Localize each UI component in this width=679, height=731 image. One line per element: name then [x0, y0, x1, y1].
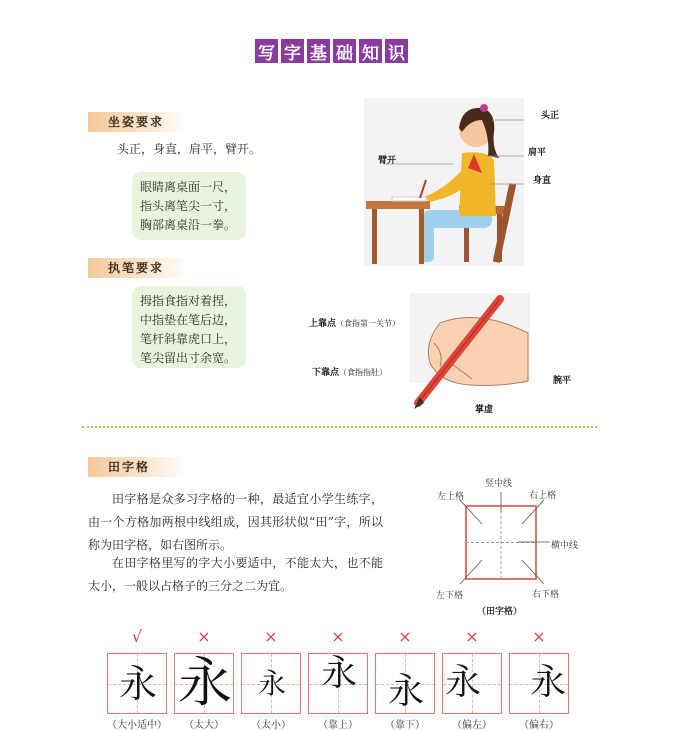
- pen-holding-illustration: [410, 293, 530, 413]
- pointer: [460, 560, 482, 584]
- title-char: 写: [255, 39, 278, 63]
- mark-wrong: ×: [197, 627, 211, 646]
- label-bottom-left: 左下格: [436, 591, 464, 601]
- sitting-posture-illustration: [364, 98, 524, 266]
- desk-leg: [419, 209, 424, 264]
- cell-caption: （偏右）: [519, 720, 559, 731]
- cell-caption: （偏左）: [452, 720, 492, 731]
- grid-paragraph-1: 田字格是众多习字格的一种，最适宜小学生练字，由一个方格加两根中线组成，因其形状似“田”字，所以称为田字格，如右图所示。: [88, 492, 383, 552]
- practice-char: 永: [178, 651, 232, 714]
- label-upper-point: 上靠点（食指第一关节）: [309, 319, 401, 329]
- practice-char: 永: [258, 667, 287, 700]
- practice-char: 永: [445, 662, 482, 703]
- label-bottom-right: 右下格: [532, 590, 560, 600]
- desk-top: [366, 201, 430, 209]
- title-char: 知: [359, 39, 382, 63]
- label-palm: 掌虚: [475, 405, 494, 415]
- hair-tie: [480, 104, 488, 112]
- mark-wrong: ×: [264, 627, 278, 646]
- rhyme-line: 拇指食指对着捏，: [140, 294, 237, 308]
- label-horizontal-midline: 横中线: [551, 541, 579, 551]
- label-lower-point: 下靠点（食指指肚）: [312, 368, 388, 378]
- sitting-summary: 头正，身直，肩平，臂开。: [117, 142, 262, 156]
- label-shoulder: 肩平: [528, 148, 547, 158]
- label-wrist: 腕平: [553, 376, 572, 386]
- holding-rhyme-box: [132, 286, 246, 368]
- mark-correct: √: [131, 627, 143, 646]
- section-divider: [82, 426, 597, 428]
- title-char: 识: [385, 39, 408, 63]
- cell-caption: （靠下）: [385, 720, 425, 731]
- cell-caption: （大小适中）: [107, 720, 167, 731]
- sitting-rhyme-box: [132, 172, 246, 240]
- practice-char: 永: [119, 662, 158, 706]
- grid-section-label: 田字格: [88, 457, 188, 477]
- label-top-right: 右上格: [529, 491, 557, 501]
- practice-cell-too-small: [241, 653, 301, 714]
- practice-char: 永: [530, 662, 567, 703]
- label-vertical-midline: 竖中线: [485, 479, 513, 489]
- label-arm: 臂开: [378, 156, 397, 166]
- desk-leg: [372, 209, 377, 264]
- practice-cell-just-right: [107, 653, 167, 714]
- rhyme-line: 胸部离桌沿一拳。: [140, 218, 237, 232]
- pointer: [522, 500, 544, 524]
- sitting-section-label: 坐姿要求: [88, 112, 188, 132]
- chair-leg: [497, 214, 502, 262]
- grid-paragraph-2: 在田字格里写的字大小要适中，不能太大，也不能太小，一般以占格子的三分之二为宜。: [88, 556, 383, 593]
- mark-wrong: ×: [331, 627, 345, 646]
- rhyme-line: 指头离笔尖一寸，: [140, 199, 237, 213]
- rhyme-line: 笔杆斜靠虎口上，: [140, 332, 237, 346]
- cell-caption: （太小）: [251, 720, 291, 731]
- holding-section-label: 执笔要求: [88, 258, 188, 278]
- practice-char: 永: [321, 653, 358, 694]
- practice-cell-too-big: [174, 653, 234, 714]
- title-char: 字: [281, 39, 304, 63]
- page-title: [255, 39, 408, 63]
- rhyme-line: 眼睛离桌面一尺，: [140, 180, 237, 194]
- practice-cell-too-left: [442, 653, 502, 714]
- cell-caption: （太大）: [184, 720, 224, 731]
- cell-caption: （靠上）: [318, 720, 358, 731]
- pointer: [460, 500, 482, 524]
- practice-cell-too-right: [509, 653, 569, 714]
- rhyme-line: 笔尖留出寸余宽。: [140, 351, 237, 365]
- mark-wrong: ×: [398, 627, 412, 646]
- label-top-left: 左上格: [437, 492, 465, 502]
- practice-cell-too-low: [375, 653, 435, 714]
- practice-cell-too-high: [308, 653, 368, 714]
- label-head: 头正: [541, 111, 560, 121]
- mark-wrong: ×: [532, 627, 546, 646]
- mark-wrong: ×: [465, 627, 479, 646]
- practice-char: 永: [388, 671, 425, 712]
- label-body: 身直: [533, 176, 552, 186]
- tianzige-caption: （田字格）: [477, 607, 523, 617]
- rhyme-line: 中指垫在笔后边，: [140, 313, 237, 327]
- title-char: 基: [307, 39, 330, 63]
- title-char: 础: [333, 39, 356, 63]
- pointer: [522, 560, 544, 584]
